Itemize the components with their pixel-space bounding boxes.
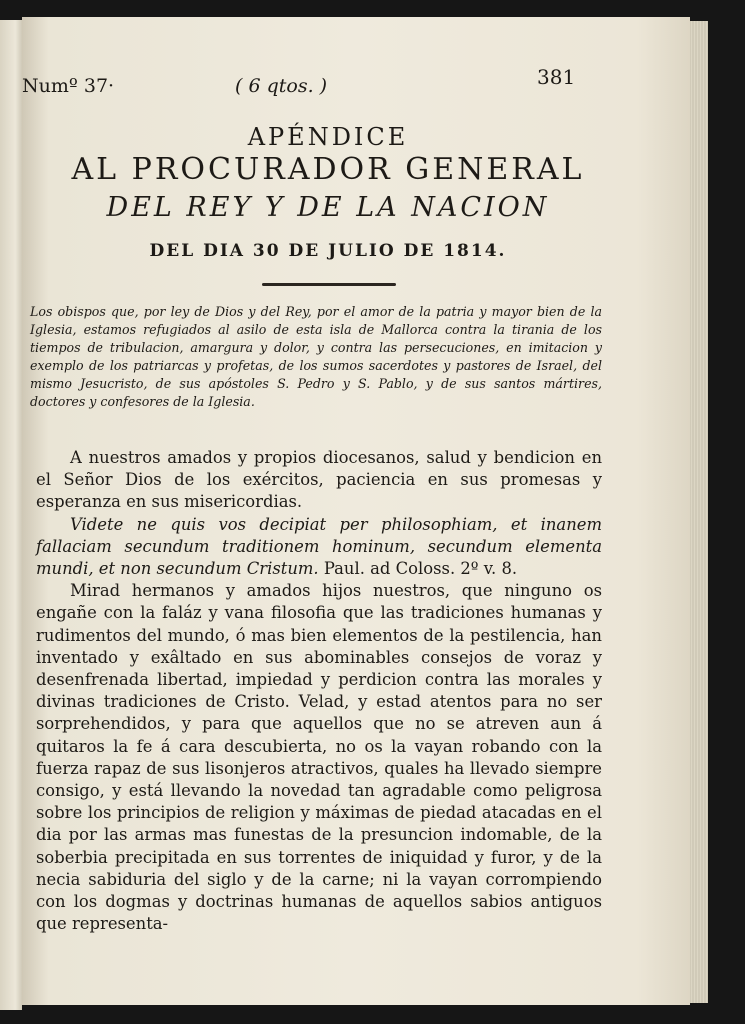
title-procurador: AL PROCURADOR GENERAL [71,152,585,187]
ornamental-rule [262,283,396,286]
title-rey-nacion: DEL REY Y DE LA NACION [106,192,550,223]
epigraph-paragraph [36,514,602,581]
title-date: DEL DIA 30 DE JULIO DE 1814. [149,241,507,261]
body-text [36,447,602,935]
quarters-count: ( 6 qtos. ) [235,75,328,97]
main-paragraph: Mirad hermanos y amados hijos nuestros, que ninguno os engañe con la faláz y vana filosofia que las tradiciones humanas y rudimentos del mundo, ó mas bien elementos de la pestilencia, han inventado y exâltado en sus abominables consejos de voraz y desenfrenada libertad, impiedad y perdicion contra las morales y divinas tradiciones de Cristo. Velad, y estad atentos para no ser sorprehendidos, y para que aquellos que no se atreven aun á quitaros la fe á cara descubierta, no os la vayan robando con la fuerza rapaz de sus lisonjeros atractivos, quales ha llevado siempre consigo, y está llevando la novedad tan agradable como peligrosa sobre los principios de religion y máximas de piedad atacadas en el dia por las armas mas funestas de la presuncion indomable, de la soberbia precipitada en sus torrentes de iniquidad y furor, y de la necia sabiduria del siglo y de la carne; ni la vayan corrompiendo con los dogmas y doctrinas humanas de aquellos sabios antiguos que representa- [36,581,602,934]
latin-quote: Videte ne quis vos decipiat per philosophiam, et inanem fallaciam secundum traditionem hominum, secundum elementa mundi, et non secundum Cristum. [36,514,602,579]
epigraph-reference: Paul. ad Coloss. 2º v. 8. [318,559,518,579]
title-apendice: APÉNDICE [247,123,409,151]
greeting-paragraph: A nuestros amados y propios diocesanos, salud y bendicion en el Señor Dios de los exércitos, paciencia en sus promesas y esperanza en sus misericordias. [36,448,602,512]
document-page [22,17,690,1005]
intro-paragraph: Los obispos que, por ley de Dios y del Rey, por el amor de la patria y mayor bien de la Iglesia, estamos refugiados al asilo de esta isla de Mallorca contra la tirania de los tiempos de tribulacion, amargura y dolor, y contra las persecuciones, en imitacion y exemplo de los patriarcas y profetas, de los sumos sacerdotes y pastores de Israel, del mismo Jesucristo, de sus apóstoles S. Pedro y S. Pablo, y de sus santos mártires, doctores y confesores de la Iglesia. [30,304,602,409]
page-number: 381 [537,65,576,89]
facing-page-edge [0,20,22,1010]
page-stack-edge [690,21,708,1003]
issue-number: Numº 37· [22,75,115,97]
